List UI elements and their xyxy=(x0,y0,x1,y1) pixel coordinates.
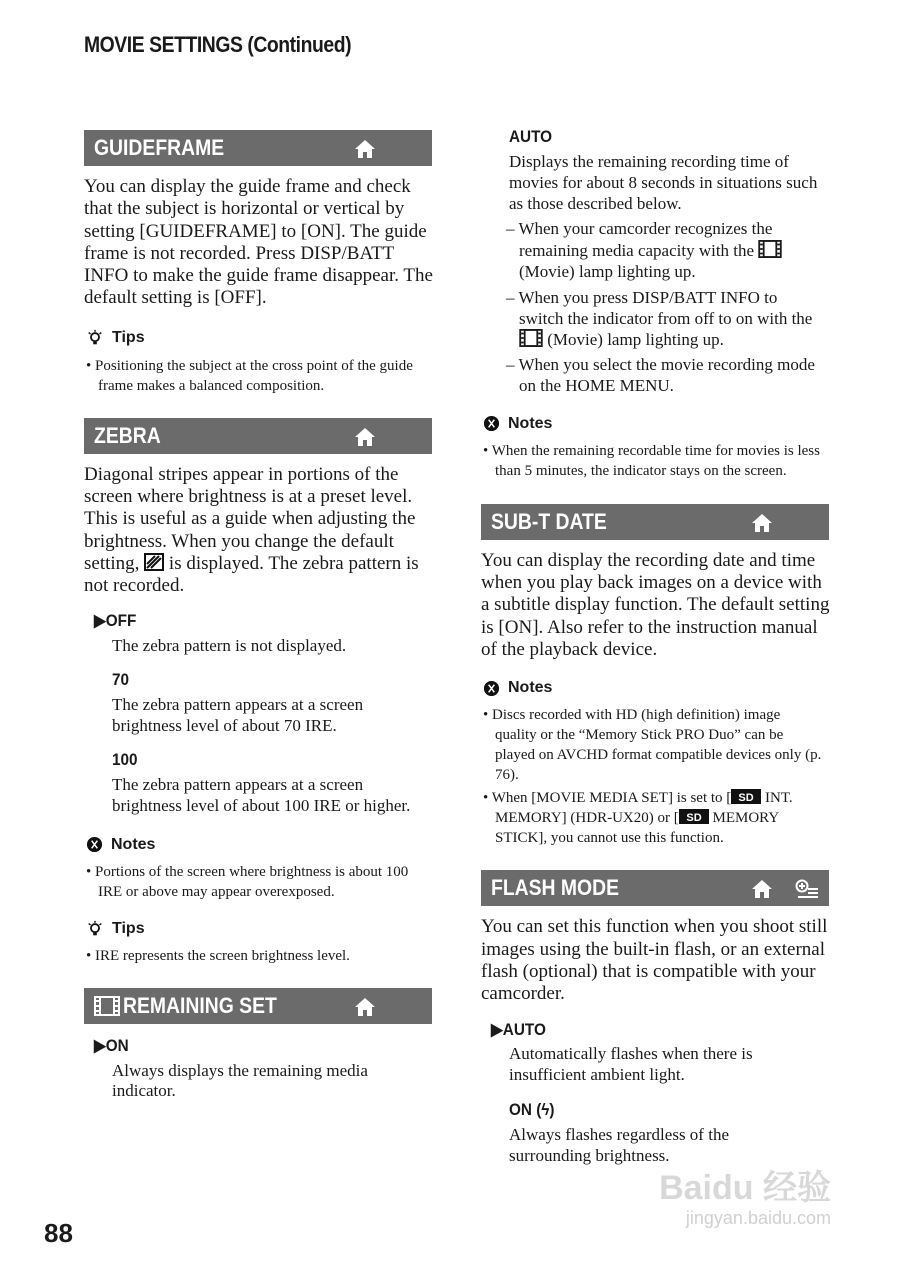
zebra-text: Diagonal stripes appear in portions of the screen where brightness is at a preset level. This is useful as a guide when adjusting the brightness. When you change the default setting, xyxy=(84,463,416,574)
home-icon xyxy=(751,513,773,533)
note-item: • Portions of the screen where brightness is about 100 IRE or above may appear overexposed. xyxy=(86,863,409,900)
option-desc: The zebra pattern appears at a screen brightness level of about 70 IRE. xyxy=(112,695,364,736)
option-desc: The zebra pattern is not displayed. xyxy=(112,635,347,655)
option-desc: Always displays the remaining media indicator. xyxy=(112,1060,368,1101)
tips-heading xyxy=(86,919,145,939)
right-column xyxy=(481,127,831,1229)
watermark-logo: Baidu 经验 xyxy=(659,1168,831,1207)
home-icon xyxy=(354,427,376,447)
svg-text:SD: SD xyxy=(738,792,754,805)
option-auto-label: ▶AUTO xyxy=(491,1020,546,1040)
dash-text: (Movie) lamp lighting up. xyxy=(547,330,724,350)
option-desc: Always flashes regardless of the surrounding brightness. xyxy=(509,1125,729,1165)
dash-text: When your camcorder recognizes the remaining media capacity with the xyxy=(518,219,773,261)
note-item: • When the remaining recordable time for movies is less than 5 minutes, the indicator stays on the screen. xyxy=(483,442,820,479)
dash-text: When you press DISP/BATT INFO to switch the indicator from off to on with the xyxy=(518,287,813,328)
movie-film-icon xyxy=(519,329,543,347)
note-text: INT. MEMORY] (HDR-UX20) or [ xyxy=(495,790,793,827)
page-number: 88 xyxy=(44,1218,73,1248)
note-item: • When [MOVIE MEDIA SET] is set to [ SD INT. MEMORY] (HDR-UX20) or [ SD MEMORY STICK], you cannot use this function. xyxy=(483,790,793,847)
movie-film-icon xyxy=(758,240,782,258)
notes-heading xyxy=(86,835,155,855)
dash-item: – When your camcorder recognizes the remaining media capacity with the (Movie) lamp lighting up. xyxy=(506,219,816,282)
note-text: MEMORY STICK], you cannot use this function. xyxy=(495,810,779,847)
section-header-guideframe xyxy=(84,130,432,166)
section-header-remaining-set xyxy=(84,988,432,1024)
section-header-sub-t-date xyxy=(481,504,829,540)
left-column xyxy=(84,130,434,1102)
option-label: AUTO xyxy=(509,127,553,146)
note-item: • Discs recorded with HD (high definition) image quality or the “Memory Stick PRO Duo” can be played on AVCHD format compatible devices only (p. 76). xyxy=(483,707,822,784)
memory-stick-icon xyxy=(679,809,709,824)
option-label: 70 xyxy=(112,670,130,690)
tip-item: • Positioning the subject at the cross point of the guide frame makes a balanced composition. xyxy=(86,357,413,394)
section-title: ZEBRA xyxy=(94,422,161,448)
option-label: 100 xyxy=(112,749,138,769)
zebra-icon xyxy=(144,553,164,571)
home-icon xyxy=(354,139,376,159)
section-header-zebra xyxy=(84,418,432,454)
note-text: When the remaining recordable time for movies is less than 5 minutes, the indicator stays on the screen. xyxy=(491,442,820,479)
watermark-url: jingyan.baidu.com xyxy=(685,1207,831,1228)
option-label: AUTO xyxy=(502,1020,546,1040)
notes-heading xyxy=(483,678,552,698)
svg-text:SD: SD xyxy=(686,812,702,825)
dash-text: (Movie) lamp lighting up. xyxy=(519,261,696,281)
tips-bulb-icon xyxy=(86,329,104,347)
option-desc: Automatically flashes when there is insufficient ambient light. xyxy=(509,1044,753,1085)
option-menu-icon xyxy=(795,879,819,899)
tip-text: Positioning the subject at the cross point of the guide frame makes a balanced composition. xyxy=(95,357,413,394)
notes-label: Notes xyxy=(111,835,156,853)
note-text: Portions of the screen where brightness is about 100 IRE or above may appear overexposed. xyxy=(95,863,409,900)
note-text: When [MOVIE MEDIA SET] is set to [ xyxy=(491,790,732,807)
notes-label: Notes xyxy=(508,414,553,432)
notes-icon xyxy=(483,680,500,697)
option-off-label: ▶OFF xyxy=(94,610,137,630)
tips-heading xyxy=(86,328,145,348)
guideframe-description: You can display the guide frame and check that the subject is horizontal or vertical by setting [GUIDEFRAME] to [ON]. The guide frame is not recorded. Press DISP/BATT INFO to make the guide frame disappear. The default setting is [OFF]. xyxy=(84,176,433,309)
notes-label: Notes xyxy=(508,679,553,697)
dash-text: When you select the movie recording mode on the HOME MENU. xyxy=(518,355,815,395)
notes-icon xyxy=(86,836,103,853)
tips-bulb-icon xyxy=(86,920,104,938)
option-on-label: ▶ON xyxy=(94,1035,129,1055)
zebra-description xyxy=(84,464,434,598)
page-title: MOVIE SETTINGS (Continued) xyxy=(84,32,352,57)
movie-film-icon xyxy=(94,996,120,1016)
note-text: Discs recorded with HD (high definition) image quality or the “Memory Stick PRO Duo” can be played on AVCHD format compatible devices only (p. 76). xyxy=(492,707,822,784)
option-label: ON xyxy=(105,1035,129,1055)
home-icon xyxy=(751,879,773,899)
sd-memory-icon xyxy=(731,789,761,804)
option-desc: Displays the remaining recording time of movies for about 8 seconds in situations such as those described below. xyxy=(509,152,818,213)
notes-icon xyxy=(483,415,500,432)
tip-item: • IRE represents the screen brightness level. xyxy=(86,947,350,964)
tip-text: IRE represents the screen brightness level. xyxy=(95,947,350,964)
home-icon xyxy=(354,997,376,1017)
flash-mode-description: You can set this function when you shoot still images using the built-in flash, or an external flash (optional) that is compatible with your camcorder. xyxy=(481,916,828,1005)
sub-t-date-description: You can display the recording date and time when you play back images on a device with a subtitle display function. The default setting is [ON]. Also refer to the instruction manual of the playback device. xyxy=(481,549,830,660)
option-desc: The zebra pattern appears at a screen brightness level of about 100 IRE or higher. xyxy=(112,774,411,815)
section-title: GUIDEFRAME xyxy=(94,135,225,160)
dash-item: – When you press DISP/BATT INFO to switch the indicator from off to on with the (Movie) lamp lighting up. xyxy=(506,287,813,350)
dash-item: – When you select the movie recording mode on the HOME MENU. xyxy=(506,355,815,395)
notes-heading xyxy=(483,414,552,434)
section-title: SUB-T DATE xyxy=(491,508,607,534)
zebra-text: is displayed. The zebra pattern is not recorded. xyxy=(84,552,419,597)
section-title: REMAINING SET xyxy=(123,992,277,1018)
section-header-flash-mode xyxy=(481,870,829,906)
option-label: OFF xyxy=(105,610,137,630)
tips-label: Tips xyxy=(112,919,145,937)
tips-label: Tips xyxy=(112,328,145,346)
option-label: ON (ϟ) xyxy=(509,1100,555,1120)
section-title: FLASH MODE xyxy=(491,875,619,901)
